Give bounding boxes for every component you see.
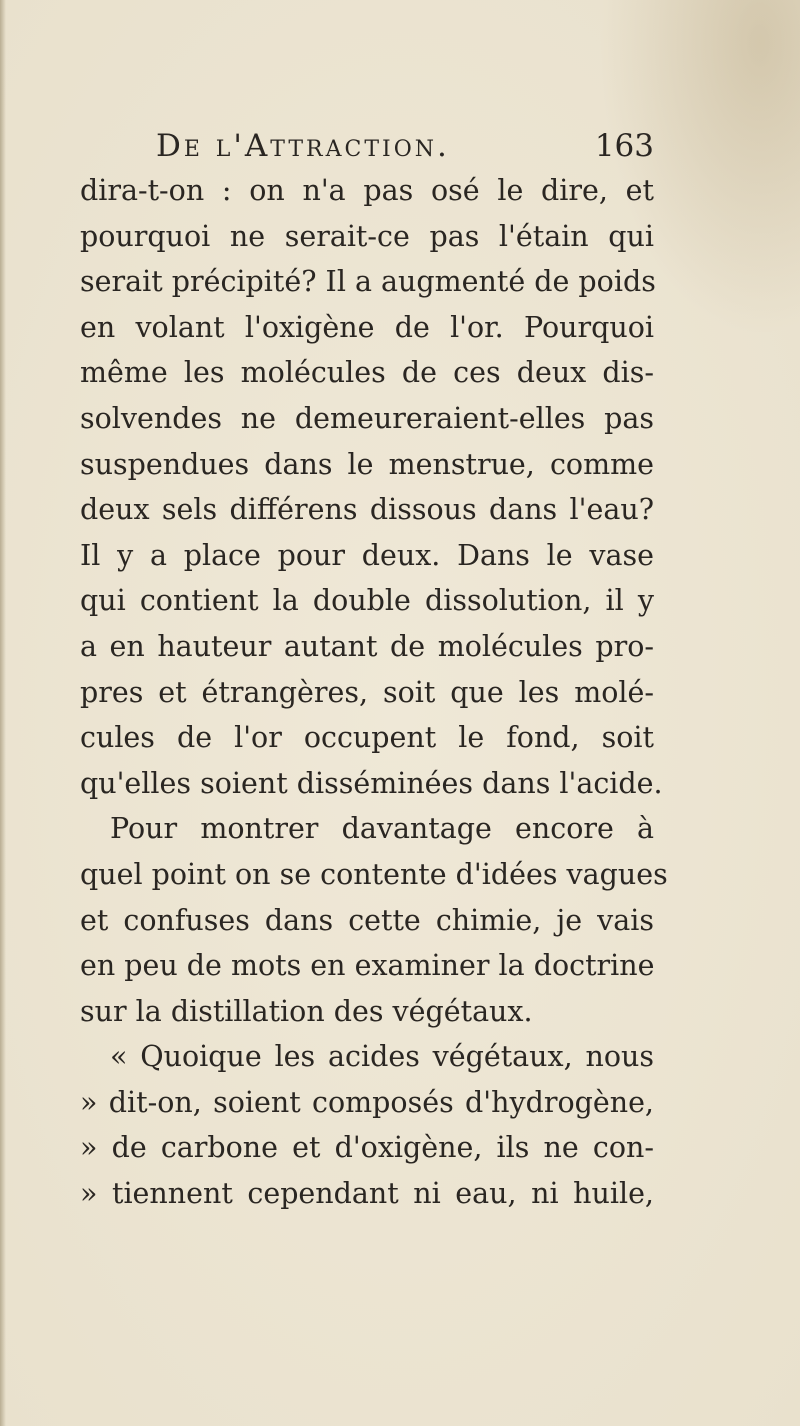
text-line: Il y a place pour deux. Dans le vase xyxy=(80,538,654,572)
page-number: 163 xyxy=(594,128,654,164)
text-line: deux sels différens dissous dans l'eau? xyxy=(80,493,654,527)
quotation-start-line: « Quoique les acides végétaux, nous xyxy=(110,1040,654,1074)
body-text xyxy=(80,168,668,1217)
text-line: en peu de mots en examiner la doctrine xyxy=(80,949,655,983)
text-line: et confuses dans cette chimie, je vais xyxy=(80,903,654,937)
text-line: solvendes ne demeureraient-elles pas xyxy=(80,401,654,435)
text-line: suspendues dans le menstrue, comme xyxy=(80,447,654,481)
paragraph-end-line: qu'elles soient disséminées dans l'acide. xyxy=(80,766,663,800)
text-line: en volant l'oxigène de l'or. Pourquoi xyxy=(80,310,654,344)
text-line: dira-t-on : on n'a pas osé le dire, et xyxy=(80,174,654,207)
quotation-line: » tiennent cependant ni eau, ni huile, xyxy=(80,1177,654,1211)
page-gutter-shadow xyxy=(0,0,6,1426)
text-line: a en hauteur autant de molécules pro- xyxy=(80,629,654,663)
paragraph-end-line: sur la distillation des végétaux. xyxy=(80,994,533,1028)
paragraph-start-line: Pour montrer davantage encore à xyxy=(110,812,654,846)
quotation-line: » dit-on, soient composés d'hydrogène, xyxy=(80,1085,654,1119)
text-line: pourquoi ne serait-ce pas l'étain qui xyxy=(80,219,654,253)
text-line: cules de l'or occupent le fond, soit xyxy=(80,721,654,755)
text-line: qui contient la double dissolution, il y xyxy=(80,584,654,618)
text-line: quel point on se contente d'idées vagues xyxy=(80,857,668,891)
text-line: pres et étrangères, soit que les molé- xyxy=(80,675,654,709)
text-line: serait précipité? Il a augmenté de poids xyxy=(80,265,656,299)
text-line: même les molécules de ces deux dis- xyxy=(80,356,654,390)
running-title: De l'Attraction. xyxy=(156,128,450,164)
quotation-line: » de carbone et d'oxigène, ils ne con- xyxy=(80,1131,654,1165)
